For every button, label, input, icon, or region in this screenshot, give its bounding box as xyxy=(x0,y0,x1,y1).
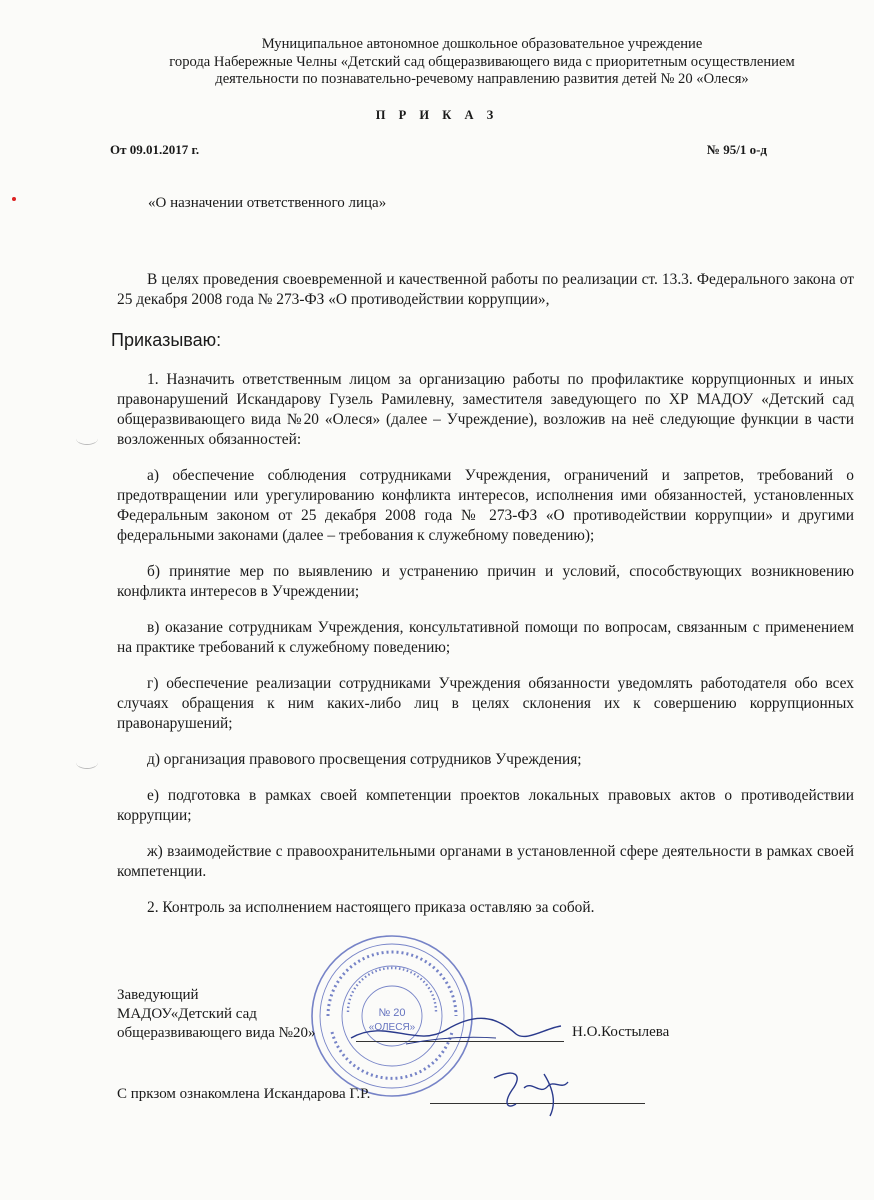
item-a: а) обеспечение соблюдения сотрудниками Учреждения, ограничений и запретов, требований о предотвращении или урегулированию конфликта интересов, исполнения ими обязанностей, установленных Федеральным законом от 25 декабря 2008 года № 273-ФЗ «О противодействии коррупции» и другими федеральными законами (далее – требования к служебному поведению); xyxy=(117,467,854,544)
signatory-org-cont: общеразвивающего вида №20» xyxy=(117,1025,316,1041)
orders-heading: Приказываю: xyxy=(111,330,222,350)
institution-header xyxy=(110,36,854,89)
document-title: П Р И К А З xyxy=(375,108,499,122)
order-number: № 95/1 о-д xyxy=(706,142,767,157)
director-signature xyxy=(346,1008,566,1058)
order-body xyxy=(117,370,854,934)
item-e: е) подготовка в рамках своей компетенции проектов локальных правовых актов о противодействии коррупции; xyxy=(117,787,854,824)
item-g: г) обеспечение реализации сотрудниками Учреждения обязанности уведомлять работодателя обо всех случаях обращения к ним каких-либо лиц в целях склонения их к совершению коррупционных правонарушений; xyxy=(117,675,854,732)
order-subject: «О назначении ответственного лица» xyxy=(148,195,387,211)
employee-signature xyxy=(484,1060,584,1120)
item-b: б) принятие мер по выявлению и устранению причин и условий, способствующих возникновению конфликта интересов в Учреждении; xyxy=(117,563,854,600)
stamp-name: «ОЛЕСЯ» xyxy=(368,1022,416,1033)
item-d: д) организация правового просвещения сотрудников Учреждения; xyxy=(147,751,582,768)
header-line: деятельности по познавательно-речевому направлению развития детей № 20 «Олеся» xyxy=(215,71,749,87)
punch-hole-mark xyxy=(76,756,98,769)
item-v: в) оказание сотрудникам Учреждения, консультативной помощи по вопросам, связанным с применением на практике требований к служебному поведению; xyxy=(117,619,854,656)
item-zh: ж) взаимодействие с правоохранительными органами в установленной сфере деятельности в рамках своей компетенции. xyxy=(117,843,854,880)
signatory-name: Н.О.Костылева xyxy=(572,1024,670,1040)
order-date: От 09.01.2017 г. xyxy=(110,142,200,157)
red-mark xyxy=(12,197,16,201)
item-2: 2. Контроль за исполнением настоящего приказа оставляю за собой. xyxy=(147,899,595,916)
header-line: Муниципальное автономное дошкольное образовательное учреждение xyxy=(261,36,703,52)
acknowledgement: С пркзом ознакомлена Искандарова Г.Р. xyxy=(117,1086,371,1102)
item-1: 1. Назначить ответственным лицом за организацию работы по профилактике коррупционных и иных правонарушений Искандарову Гузель Рамилевну, заместителя заведующего по ХР МАДОУ «Детский сад общеразвивающего вида №20 «Олеся» (далее – Учреждение), возложив на неё следующие функции в части возложенных обязанностей: xyxy=(117,371,854,448)
signature-block xyxy=(117,986,315,1043)
signatory-position: Заведующий xyxy=(117,987,199,1003)
signatory-org: МАДОУ«Детский сад xyxy=(117,1006,257,1022)
stamp-number: № 20 xyxy=(378,1007,406,1019)
intro-paragraph: В целях проведения своевременной и качественной работы по реализации ст. 13.3. Федерального закона от 25 декабря 2008 года № 273-ФЗ «О противодействии коррупции», xyxy=(117,271,854,308)
punch-hole-mark xyxy=(76,432,98,445)
header-line: города Набережные Челны «Детский сад общеразвивающего вида с приоритетным осуществлением xyxy=(169,53,795,70)
